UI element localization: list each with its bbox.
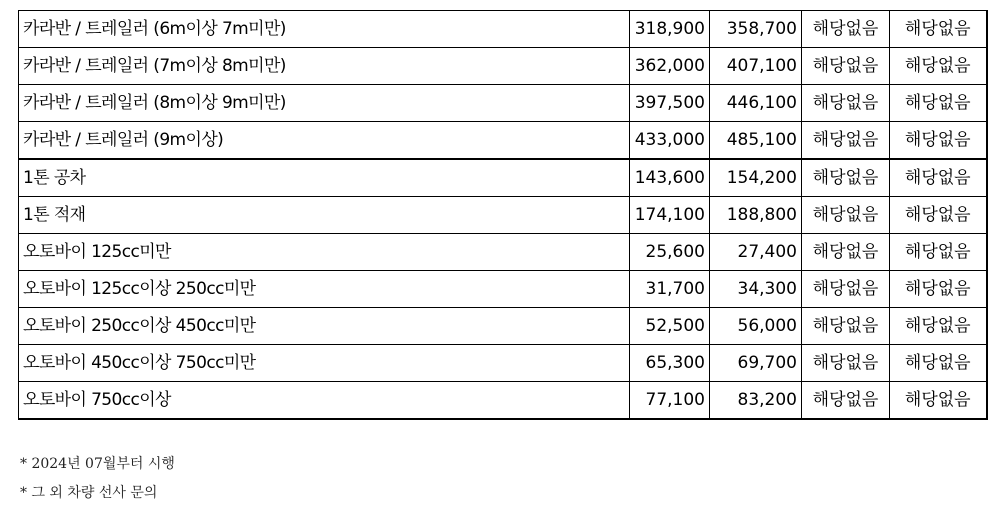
fare-cell: 397,500 xyxy=(630,85,710,122)
fare-cell: 174,100 xyxy=(630,197,710,234)
fare-cell: 433,000 xyxy=(630,122,710,160)
vehicle-type-cell: 카라반 / 트레일러 (8m이상 9m미만) xyxy=(19,85,630,122)
table-row xyxy=(19,234,987,271)
vehicle-type-cell: 오토바이 125cc미만 xyxy=(19,234,630,271)
not-applicable-cell: 해당없음 xyxy=(890,271,987,308)
not-applicable-cell: 해당없음 xyxy=(802,197,890,234)
not-applicable-cell: 해당없음 xyxy=(802,48,890,85)
not-applicable-cell: 해당없음 xyxy=(890,197,987,234)
not-applicable-cell: 해당없음 xyxy=(890,382,987,420)
fare-cell: 407,100 xyxy=(710,48,802,85)
fare-table xyxy=(18,10,988,420)
fare-cell: 446,100 xyxy=(710,85,802,122)
fare-cell: 56,000 xyxy=(710,308,802,345)
not-applicable-cell: 해당없음 xyxy=(890,159,987,197)
not-applicable-cell: 해당없음 xyxy=(890,234,987,271)
fare-cell: 154,200 xyxy=(710,159,802,197)
fare-cell: 362,000 xyxy=(630,48,710,85)
fare-cell: 358,700 xyxy=(710,11,802,48)
table-row xyxy=(19,197,987,234)
effective-date-note: * 2024년 07월부터 시행 xyxy=(20,456,175,472)
not-applicable-cell: 해당없음 xyxy=(890,85,987,122)
not-applicable-cell: 해당없음 xyxy=(802,11,890,48)
fare-cell: 65,300 xyxy=(630,345,710,382)
vehicle-type-cell: 오토바이 750cc이상 xyxy=(19,382,630,420)
fare-cell: 83,200 xyxy=(710,382,802,420)
vehicle-type-cell: 오토바이 125cc이상 250cc미만 xyxy=(19,271,630,308)
fare-cell: 318,900 xyxy=(630,11,710,48)
vehicle-type-cell: 카라반 / 트레일러 (6m이상 7m미만) xyxy=(19,11,630,48)
table-row xyxy=(19,308,987,345)
table-row xyxy=(19,122,987,160)
vehicle-type-cell: 카라반 / 트레일러 (7m이상 8m미만) xyxy=(19,48,630,85)
vehicle-type-cell: 1톤 공차 xyxy=(19,159,630,197)
table-row xyxy=(19,85,987,122)
not-applicable-cell: 해당없음 xyxy=(802,345,890,382)
not-applicable-cell: 해당없음 xyxy=(802,382,890,420)
not-applicable-cell: 해당없음 xyxy=(802,234,890,271)
vehicle-type-cell: 오토바이 250cc이상 450cc미만 xyxy=(19,308,630,345)
table-row xyxy=(19,345,987,382)
footnotes xyxy=(20,450,175,508)
fare-cell: 34,300 xyxy=(710,271,802,308)
fare-cell: 77,100 xyxy=(630,382,710,420)
table-row xyxy=(19,48,987,85)
not-applicable-cell: 해당없음 xyxy=(890,345,987,382)
vehicle-type-cell: 카라반 / 트레일러 (9m이상) xyxy=(19,122,630,160)
not-applicable-cell: 해당없음 xyxy=(802,308,890,345)
not-applicable-cell: 해당없음 xyxy=(802,122,890,160)
other-vehicles-note: * 그 외 차량 선사 문의 xyxy=(20,485,158,501)
fare-cell: 69,700 xyxy=(710,345,802,382)
not-applicable-cell: 해당없음 xyxy=(890,122,987,160)
vehicle-type-cell: 1톤 적재 xyxy=(19,197,630,234)
fare-cell: 27,400 xyxy=(710,234,802,271)
fare-cell: 485,100 xyxy=(710,122,802,160)
vehicle-type-cell: 오토바이 450cc이상 750cc미만 xyxy=(19,345,630,382)
fare-cell: 188,800 xyxy=(710,197,802,234)
not-applicable-cell: 해당없음 xyxy=(890,48,987,85)
table-row xyxy=(19,11,987,48)
not-applicable-cell: 해당없음 xyxy=(802,159,890,197)
fare-cell: 143,600 xyxy=(630,159,710,197)
table-row xyxy=(19,271,987,308)
not-applicable-cell: 해당없음 xyxy=(802,271,890,308)
fare-cell: 52,500 xyxy=(630,308,710,345)
table-row xyxy=(19,159,987,197)
not-applicable-cell: 해당없음 xyxy=(890,308,987,345)
not-applicable-cell: 해당없음 xyxy=(802,85,890,122)
fare-cell: 25,600 xyxy=(630,234,710,271)
table-row xyxy=(19,382,987,420)
not-applicable-cell: 해당없음 xyxy=(890,11,987,48)
fare-cell: 31,700 xyxy=(630,271,710,308)
